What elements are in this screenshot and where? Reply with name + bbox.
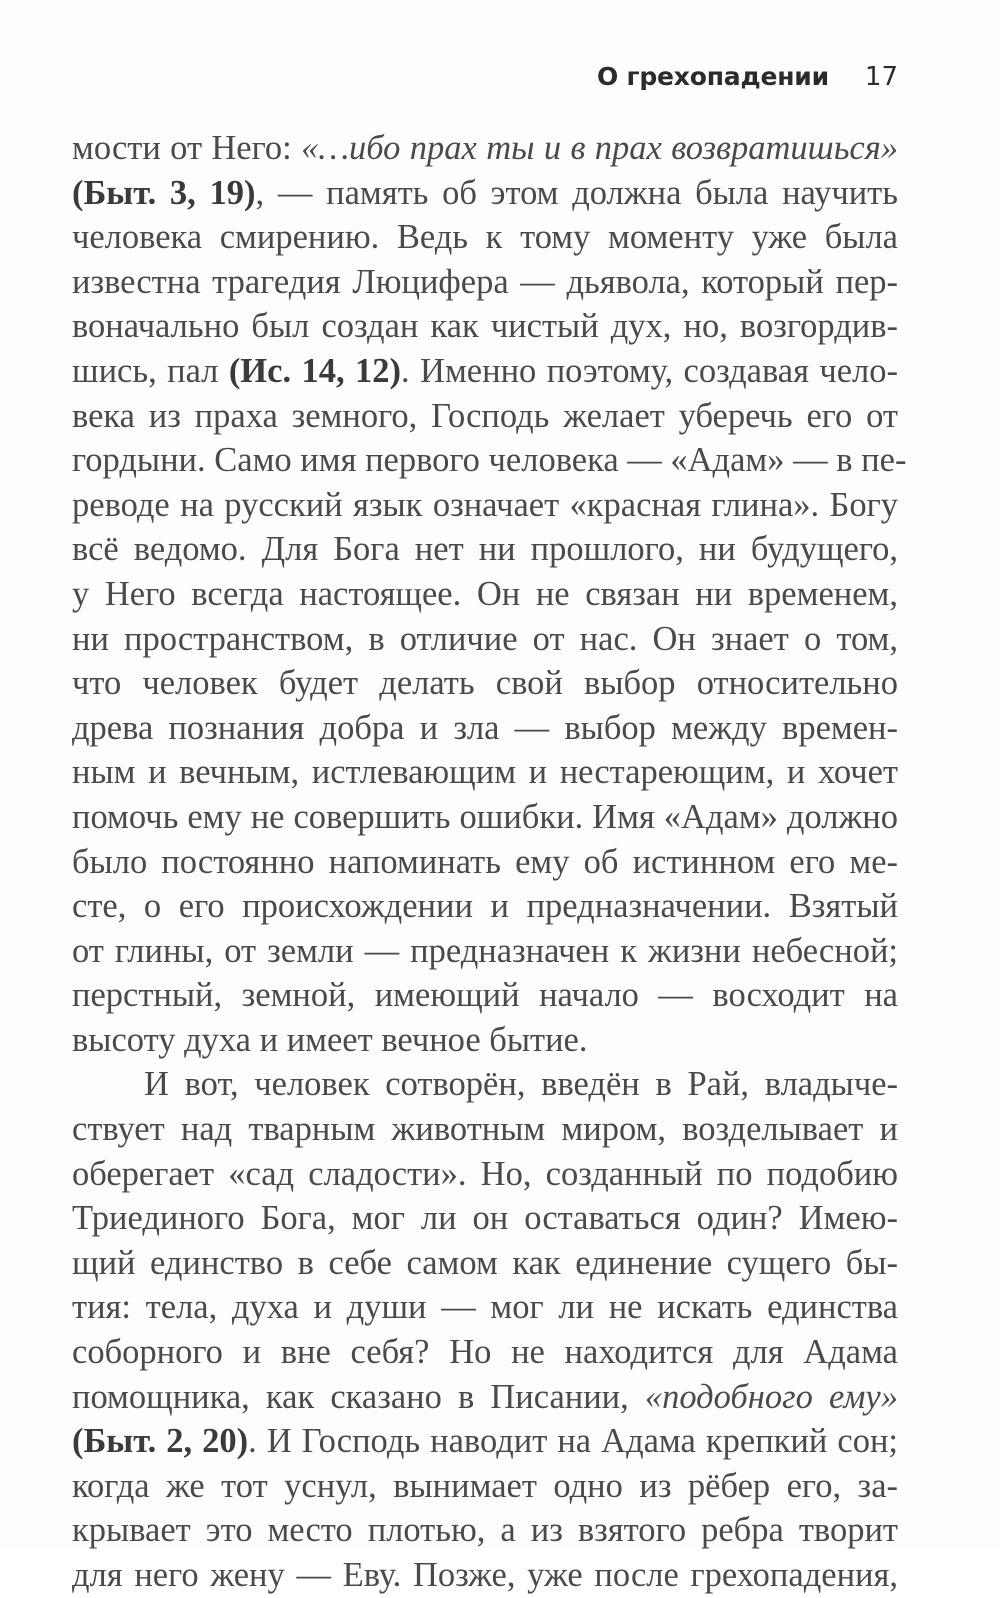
text-line (72, 260, 898, 305)
text-run: всё ведомо. Для Бога нет ни прошлого, ни будущего, (72, 530, 898, 569)
text-run: щий единство в себе самом как единение сущего бы- (72, 1243, 898, 1282)
text-run: . И Господь наводит на Адама крепкий сон; (248, 1422, 898, 1461)
page-number: 17 (864, 62, 898, 92)
body-text (72, 126, 907, 1598)
text-run: гордыни. Само имя первого человека — «Адам» — в пе- (72, 441, 907, 480)
text-line (72, 617, 898, 662)
text-run: для него жену — Еву. Позже, уже после грехопадения, (72, 1556, 898, 1594)
text-line (72, 483, 898, 528)
text-run: крывает это место плотью, а из взятого ребра творит (72, 1511, 898, 1550)
text-line (72, 884, 898, 929)
text-line (72, 1285, 898, 1330)
text-line (72, 1553, 898, 1598)
text-line (72, 795, 898, 840)
text-run: воначально был создан как чистый дух, но, возгордив- (72, 307, 898, 346)
text-line (72, 171, 898, 216)
scripture-reference: (Быт. 2, 20) (72, 1422, 249, 1461)
text-line (72, 572, 898, 617)
text-run: реводе на русский язык означает «красная глина». Богу (72, 485, 898, 524)
text-line (72, 349, 898, 394)
text-line (72, 215, 898, 260)
text-run: И вот, человек сотворён, введён в Рай, владыче- (144, 1065, 898, 1104)
text-run: известна трагедия Люцифера — дьявола, который пер- (72, 262, 898, 301)
text-line (72, 1330, 898, 1375)
text-line (72, 973, 898, 1018)
text-run: человека смирению. Ведь к тому моменту уже была (72, 218, 898, 257)
quotation: «подобного ему» (644, 1377, 898, 1416)
text-run: древа познания добра и зла — выбор между времен- (72, 708, 898, 747)
text-line (72, 929, 898, 974)
text-line (72, 1107, 898, 1152)
text-line (72, 394, 898, 439)
text-run: сте, о его происхождении и предназначении. Взятый (72, 887, 898, 926)
text-line (72, 706, 898, 751)
text-line (72, 1508, 898, 1553)
text-line (72, 438, 907, 483)
text-line (72, 750, 898, 795)
text-run: Триединого Бога, мог ли он оставаться один? Имею- (72, 1199, 898, 1238)
text-run: века из праха земного, Господь желает уберечь его от (72, 396, 898, 435)
text-run: . Именно поэтому, создавая чело- (401, 351, 898, 390)
text-line (72, 1196, 898, 1241)
text-run: соборного и вне себя? Но не находится для Адама (72, 1333, 898, 1372)
text-line (72, 1152, 898, 1197)
text-run: от глины, от земли — предназначен к жизни небесной; (72, 931, 898, 970)
text-run: перстный, земной, имеющий начало — восходит на (72, 976, 898, 1015)
text-run: шись, пал (72, 351, 229, 390)
text-line (72, 1241, 898, 1286)
text-line (72, 1062, 898, 1107)
text-run: у Него всегда настоящее. Он не связан ни временем, (72, 574, 898, 613)
text-run: ствует над тварным животным миром, возделывает и (72, 1110, 898, 1149)
text-run: , — память об этом должна была научить (255, 173, 898, 212)
text-run: что человек будет делать свой выбор относительно (72, 664, 898, 703)
text-run: высоту духа и имеет вечное бытие. (72, 1020, 588, 1059)
text-run: оберегает «сад сладости». Но, созданный по подобию (72, 1154, 898, 1193)
text-line (72, 1018, 898, 1063)
text-run: было постоянно напоминать ему об истинном его ме- (72, 842, 898, 881)
text-line (72, 304, 898, 349)
text-line (72, 1375, 898, 1420)
text-run: когда же тот уснул, вынимает одно из рёбер его, за- (72, 1466, 898, 1505)
text-run: помощника, как сказано в Писании, (72, 1377, 645, 1416)
text-line (72, 1464, 898, 1509)
scripture-reference: (Быт. 3, 19) (72, 173, 256, 212)
running-head-title: О грехопадении (596, 62, 829, 91)
text-line (72, 840, 898, 885)
text-run: тия: тела, духа и души — мог ли не искать единства (72, 1288, 898, 1327)
text-line (72, 527, 898, 572)
running-head (72, 62, 898, 102)
text-run: мости от Него: (72, 129, 302, 167)
text-run: ни пространством, в отличие от нас. Он знает о том, (72, 619, 898, 658)
scripture-reference: (Ис. 14, 12) (228, 351, 402, 390)
text-line (72, 661, 898, 706)
text-run: помочь ему не совершить ошибки. Имя «Адам» должно (72, 797, 898, 836)
text-line (72, 126, 898, 171)
text-run: ным и вечным, истлевающим и нестареющим, и хочет (72, 753, 898, 792)
quotation: «…ибо прах ты и в прах возвратишься» (301, 129, 898, 167)
text-line (72, 1419, 898, 1464)
